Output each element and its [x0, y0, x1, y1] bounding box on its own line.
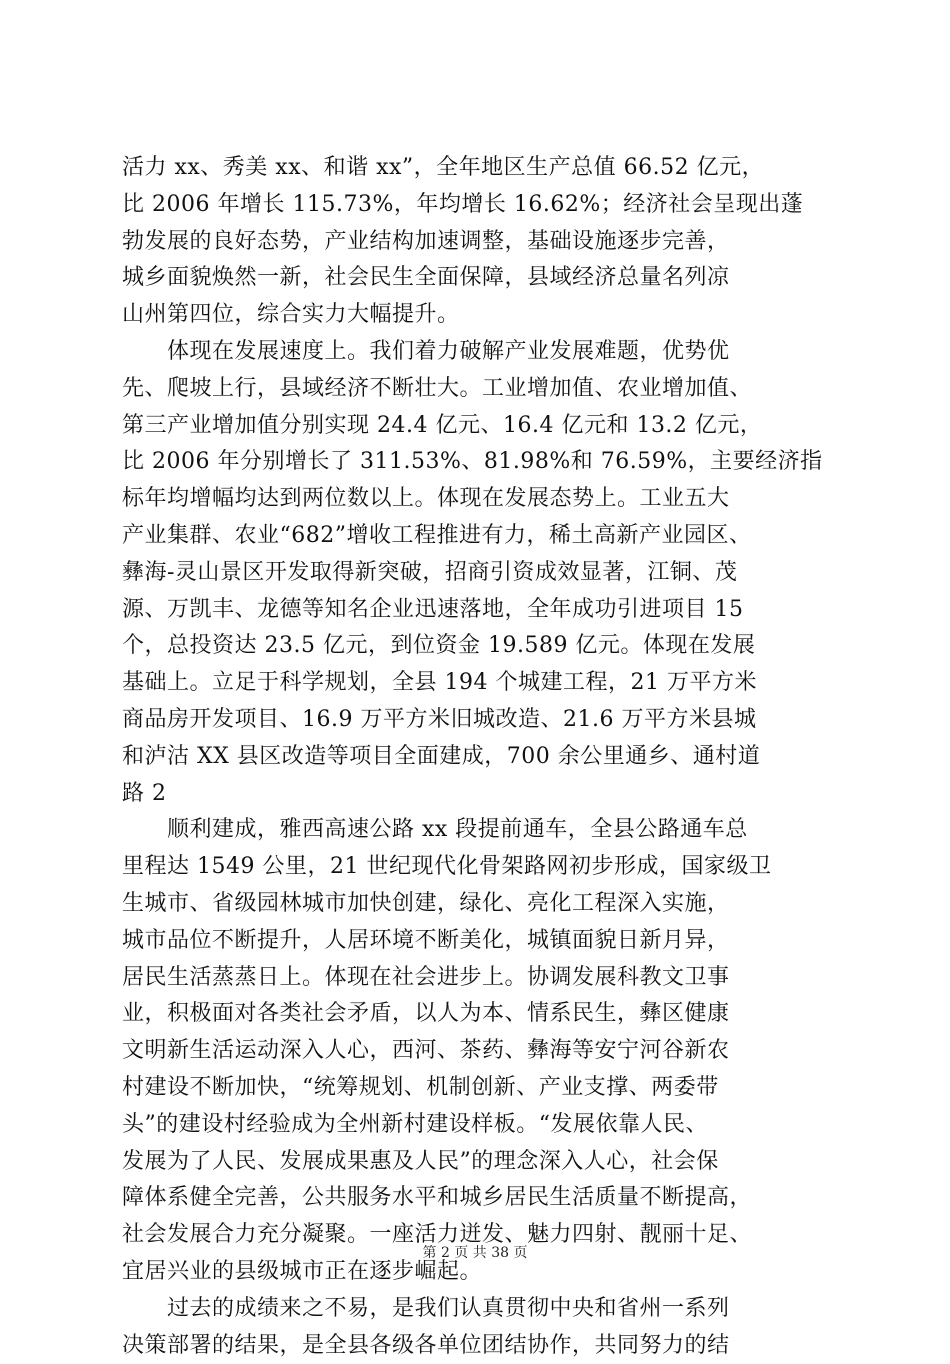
text-line: 勃发展的良好态势，产业结构加速调整，基础设施逐步完善， [122, 224, 834, 261]
text-line: 比 2006 年增长 115.73%，年均增长 16.62%；经济社会呈现出蓬 [122, 187, 834, 224]
text-line: 先、爬坡上行，县域经济不断壮大。工业增加值、农业增加值、 [122, 371, 834, 408]
text-line: 比 2006 年分别增长了 311.53%、81.98%和 76.59%，主要经济指 [122, 444, 834, 481]
text-line: 城乡面貌焕然一新，社会民生全面保障，县域经济总量名列凉 [122, 260, 834, 297]
text-line: 头”的建设村经验成为全州新村建设样板。“发展依靠人民、 [122, 1107, 834, 1144]
text-line: 里程达 1549 公里，21 世纪现代化骨架路网初步形成，国家级卫 [122, 849, 834, 886]
text-line: 业，积极面对各类社会矛盾，以人为本、情系民生，彝区健康 [122, 996, 834, 1033]
text-line: 路 2 [122, 776, 834, 813]
text-line: 障体系健全完善，公共服务水平和城乡居民生活质量不断提高， [122, 1180, 834, 1217]
text-line: 活力 xx、秀美 xx、和谐 xx”，全年地区生产总值 66.52 亿元， [122, 150, 834, 187]
text-line: 顺利建成，雅西高速公路 xx 段提前通车，全县公路通车总 [122, 812, 834, 849]
page-number-footer: 第 2 页 共 38 页 [0, 1242, 950, 1262]
text-line: 和泸沽 XX 县区改造等项目全面建成，700 余公里通乡、通村道 [122, 739, 834, 776]
text-line: 过去的成绩来之不易，是我们认真贯彻中央和省州一系列 [122, 1291, 834, 1328]
text-line: 第三产业增加值分别实现 24.4 亿元、16.4 亿元和 13.2 亿元， [122, 408, 834, 445]
text-line: 城市品位不断提升，人居环境不断美化，城镇面貌日新月异， [122, 923, 834, 960]
text-line: 村建设不断加快，“统筹规划、机制创新、产业支撑、两委带 [122, 1070, 834, 1107]
text-line: 宜居兴业的县级城市正在逐步崛起。 [122, 1254, 834, 1291]
text-line: 体现在发展速度上。我们着力破解产业发展难题，优势优 [122, 334, 834, 371]
text-line: 基础上。立足于科学规划，全县 194 个城建工程，21 万平方米 [122, 665, 834, 702]
text-line: 发展为了人民、发展成果惠及人民”的理念深入人心，社会保 [122, 1144, 834, 1181]
text-line: 山州第四位，综合实力大幅提升。 [122, 297, 834, 334]
text-line: 社会发展合力充分凝聚。一座活力迸发、魅力四射、靓丽十足、 [122, 1217, 834, 1254]
text-line: 彝海-灵山景区开发取得新突破，招商引资成效显著，江铜、茂 [122, 555, 834, 592]
text-line: 居民生活蒸蒸日上。体现在社会进步上。协调发展科教文卫事 [122, 960, 834, 997]
text-line: 产业集群、农业“682”增收工程推进有力，稀土高新产业园区、 [122, 518, 834, 555]
text-line: 生城市、省级园林城市加快创建，绿化、亮化工程深入实施， [122, 886, 834, 923]
text-line: 商品房开发项目、16.9 万平方米旧城改造、21.6 万平方米县城 [122, 702, 834, 739]
text-line: 源、万凯丰、龙德等知名企业迅速落地，全年成功引进项目 15 [122, 592, 834, 629]
text-line: 个，总投资达 23.5 亿元，到位资金 19.589 亿元。体现在发展 [122, 628, 834, 665]
text-line: 决策部署的结果，是全县各级各单位团结协作，共同努力的结 [122, 1328, 834, 1364]
text-line: 文明新生活运动深入人心，西河、茶药、彝海等安宁河谷新农 [122, 1033, 834, 1070]
text-line: 标年均增幅均达到两位数以上。体现在发展态势上。工业五大 [122, 481, 834, 518]
document-body [122, 150, 834, 1364]
